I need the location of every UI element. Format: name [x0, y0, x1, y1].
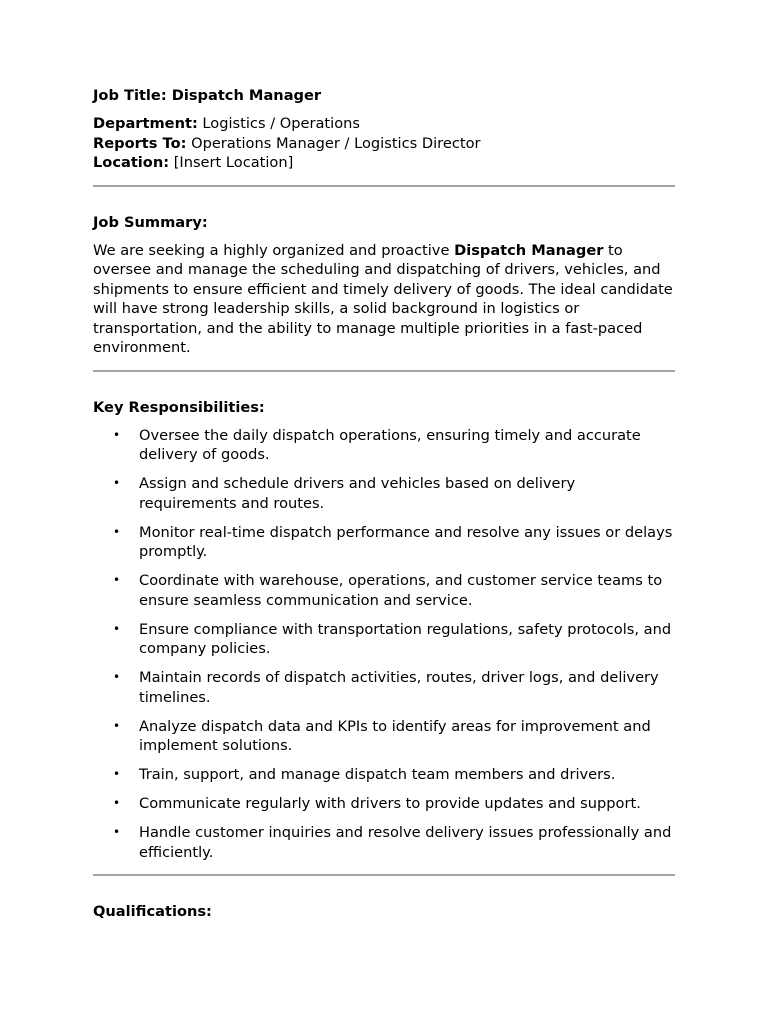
- list-item-text: Analyze dispatch data and KPIs to identify areas for improvement and implement solutions.: [139, 717, 651, 754]
- list-item: [93, 523, 675, 562]
- key-responsibilities-heading: Key Responsibilities:: [93, 398, 265, 416]
- reports-to-label: Reports To:: [93, 134, 187, 152]
- list-item: [93, 426, 675, 465]
- bullet-icon: •: [113, 767, 121, 781]
- list-item-text: Monitor real-time dispatch performance and resolve any issues or delays promptly.: [139, 523, 673, 560]
- qualifications-heading: Qualifications:: [93, 903, 212, 920]
- location-value: [Insert Location]: [169, 154, 294, 171]
- bullet-icon: •: [113, 621, 121, 636]
- job-meta: [93, 114, 675, 173]
- job-description-document: [93, 86, 675, 922]
- list-item: [93, 717, 675, 756]
- list-item-text: Oversee the daily dispatch operations, ensuring timely and accurate delivery of goods.: [139, 426, 641, 463]
- divider: [93, 370, 675, 372]
- department-value: Logistics / Operations: [197, 115, 360, 132]
- list-item-text: Assign and schedule drivers and vehicles based on delivery requirements and routes.: [139, 475, 576, 512]
- summary-text-end: to oversee and manage the scheduling and dispatching of drivers, vehicles, and shipments to ensure efficient and timely delivery of goods. The ideal candidate will have strong leadership skills, a solid background in logistics or transportation, and the ability to manage multiple priorities in a fast-paced environment.: [93, 241, 673, 356]
- bullet-icon: •: [113, 825, 121, 839]
- list-item: [93, 474, 675, 513]
- job-summary-heading: Job Summary:: [93, 213, 208, 231]
- location-label: Location:: [93, 154, 170, 171]
- list-item-text: Ensure compliance with transportation regulations, safety protocols, and company policies.: [139, 620, 672, 657]
- list-item-text: Handle customer inquiries and resolve delivery issues professionally and efficiently.: [139, 824, 672, 861]
- list-item: [93, 668, 675, 707]
- bullet-icon: •: [113, 670, 121, 684]
- reports-to-value: Operations Manager / Logistics Director: [186, 134, 481, 152]
- list-item: [93, 794, 675, 814]
- list-item-text: Coordinate with warehouse, operations, and customer service teams to ensure seamless communication and service.: [139, 572, 663, 609]
- job-title: Job Title: Dispatch Manager: [93, 87, 322, 104]
- location-line: [93, 153, 675, 173]
- list-item: [93, 620, 675, 659]
- list-item: [93, 571, 675, 610]
- list-item-text: Communicate regularly with drivers to provide updates and support.: [139, 795, 641, 812]
- job-summary-text: [93, 241, 675, 358]
- bullet-icon: •: [113, 524, 121, 539]
- responsibilities-list: [93, 426, 675, 863]
- summary-role-name: Dispatch Manager: [454, 241, 604, 259]
- reports-to-line: [93, 134, 675, 154]
- divider: [93, 874, 675, 876]
- bullet-icon: •: [113, 427, 121, 442]
- bullet-icon: •: [113, 796, 121, 810]
- list-item-text: Maintain records of dispatch activities, routes, driver logs, and delivery timelines.: [139, 669, 659, 706]
- department-label: Department:: [93, 115, 198, 132]
- list-item: [93, 823, 675, 862]
- bullet-icon: •: [113, 476, 121, 490]
- department-line: [93, 114, 675, 134]
- list-item-text: Train, support, and manage dispatch team members and drivers.: [139, 766, 616, 783]
- summary-text-start: We are seeking a highly organized and proactive: [93, 241, 455, 259]
- divider: [93, 185, 675, 187]
- list-item: [93, 765, 675, 785]
- bullet-icon: •: [113, 573, 121, 587]
- bullet-icon: •: [113, 718, 121, 733]
